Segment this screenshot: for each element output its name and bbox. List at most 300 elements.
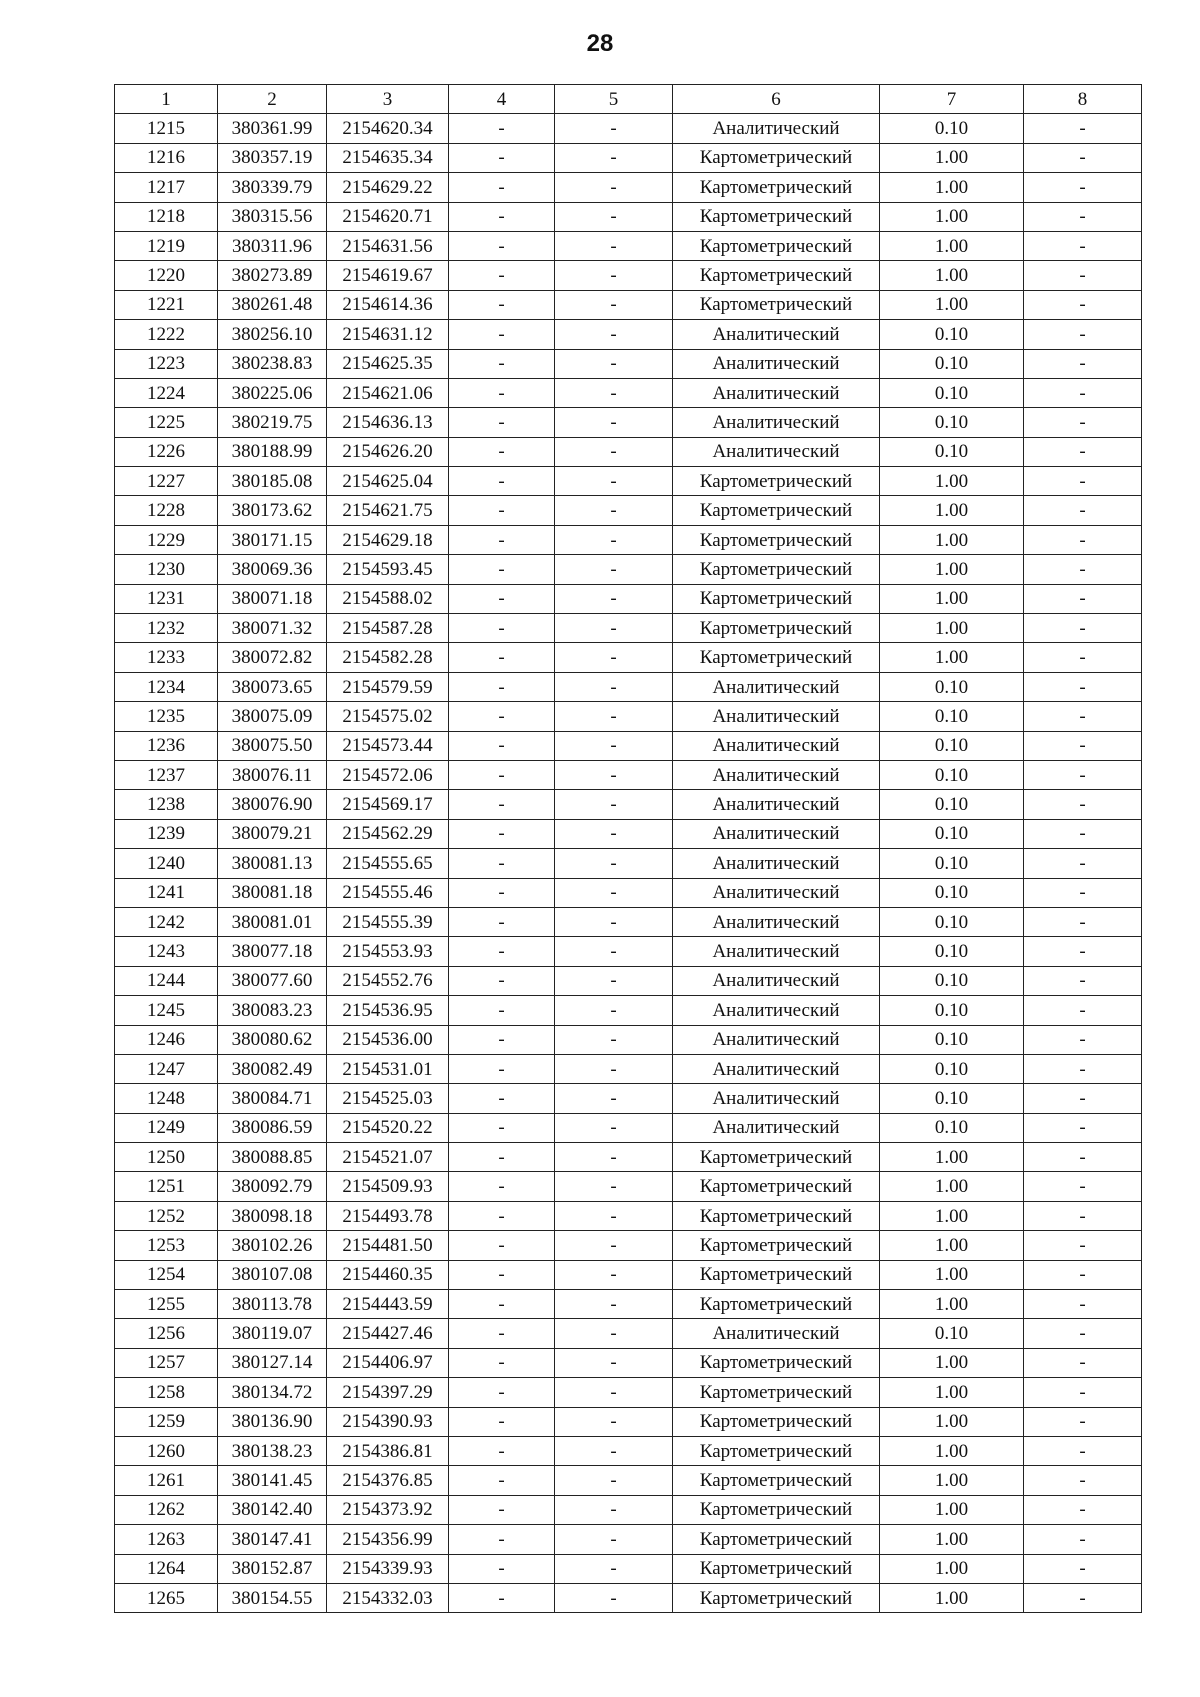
method-cell: Картометрический [673,202,880,231]
col5-cell: - [555,1466,673,1495]
col5-cell: - [555,1525,673,1554]
x-coordinate-cell: 380071.32 [218,614,327,643]
point-number-cell: 1235 [115,702,218,731]
point-number-cell: 1261 [115,1466,218,1495]
col8-cell: - [1024,790,1142,819]
x-coordinate-cell: 380083.23 [218,996,327,1025]
y-coordinate-cell: 2154629.22 [327,173,449,202]
accuracy-cell: 1.00 [880,261,1024,290]
table-row [115,1495,1142,1524]
col5-cell: - [555,1495,673,1524]
method-cell: Картометрический [673,231,880,260]
point-number-cell: 1223 [115,349,218,378]
point-number-cell: 1257 [115,1348,218,1377]
y-coordinate-cell: 2154575.02 [327,702,449,731]
point-number-cell: 1215 [115,114,218,143]
accuracy-cell: 1.00 [880,1525,1024,1554]
method-cell: Картометрический [673,1201,880,1230]
y-coordinate-cell: 2154579.59 [327,672,449,701]
table-row [115,525,1142,554]
col5-cell: - [555,1348,673,1377]
method-cell: Картометрический [673,1554,880,1583]
point-number-cell: 1252 [115,1201,218,1230]
col5-cell: - [555,1290,673,1319]
accuracy-cell: 0.10 [880,1025,1024,1054]
y-coordinate-cell: 2154555.65 [327,849,449,878]
accuracy-cell: 0.10 [880,1054,1024,1083]
y-coordinate-cell: 2154555.46 [327,878,449,907]
table-row [115,378,1142,407]
col4-cell: - [449,1084,555,1113]
accuracy-cell: 1.00 [880,525,1024,554]
col4-cell: - [449,702,555,731]
accuracy-cell: 0.10 [880,349,1024,378]
y-coordinate-cell: 2154614.36 [327,290,449,319]
table-header-row [115,85,1142,114]
table-row [115,408,1142,437]
col8-cell: - [1024,1084,1142,1113]
col8-cell: - [1024,1348,1142,1377]
col5-cell: - [555,1554,673,1583]
point-number-cell: 1244 [115,966,218,995]
x-coordinate-cell: 380075.50 [218,731,327,760]
column-header: 5 [555,85,673,114]
accuracy-cell: 1.00 [880,1466,1024,1495]
col8-cell: - [1024,819,1142,848]
accuracy-cell: 0.10 [880,1319,1024,1348]
x-coordinate-cell: 380339.79 [218,173,327,202]
table-row [115,1143,1142,1172]
point-number-cell: 1255 [115,1290,218,1319]
point-number-cell: 1221 [115,290,218,319]
method-cell: Картометрический [673,1525,880,1554]
point-number-cell: 1253 [115,1231,218,1260]
table-row [115,1290,1142,1319]
y-coordinate-cell: 2154531.01 [327,1054,449,1083]
method-cell: Аналитический [673,760,880,789]
y-coordinate-cell: 2154621.75 [327,496,449,525]
col4-cell: - [449,1319,555,1348]
accuracy-cell: 0.10 [880,849,1024,878]
x-coordinate-cell: 380071.18 [218,584,327,613]
col4-cell: - [449,1260,555,1289]
column-header: 7 [880,85,1024,114]
col4-cell: - [449,349,555,378]
col4-cell: - [449,996,555,1025]
table-row [115,1172,1142,1201]
col5-cell: - [555,1583,673,1612]
method-cell: Картометрический [673,1378,880,1407]
col4-cell: - [449,173,555,202]
point-number-cell: 1239 [115,819,218,848]
point-number-cell: 1233 [115,643,218,672]
method-cell: Картометрический [673,1466,880,1495]
accuracy-cell: 0.10 [880,907,1024,936]
x-coordinate-cell: 380113.78 [218,1290,327,1319]
table-row [115,702,1142,731]
col5-cell: - [555,467,673,496]
col4-cell: - [449,643,555,672]
col8-cell: - [1024,1025,1142,1054]
col5-cell: - [555,290,673,319]
x-coordinate-cell: 380107.08 [218,1260,327,1289]
x-coordinate-cell: 380357.19 [218,143,327,172]
table-row [115,1554,1142,1583]
accuracy-cell: 1.00 [880,1201,1024,1230]
x-coordinate-cell: 380081.13 [218,849,327,878]
col5-cell: - [555,1172,673,1201]
accuracy-cell: 1.00 [880,1554,1024,1583]
col4-cell: - [449,1583,555,1612]
accuracy-cell: 1.00 [880,643,1024,672]
method-cell: Картометрический [673,643,880,672]
x-coordinate-cell: 380080.62 [218,1025,327,1054]
col4-cell: - [449,1201,555,1230]
x-coordinate-cell: 380238.83 [218,349,327,378]
x-coordinate-cell: 380079.21 [218,819,327,848]
point-number-cell: 1249 [115,1113,218,1142]
col4-cell: - [449,907,555,936]
col8-cell: - [1024,702,1142,731]
col5-cell: - [555,937,673,966]
x-coordinate-cell: 380171.15 [218,525,327,554]
method-cell: Картометрический [673,1348,880,1377]
point-number-cell: 1238 [115,790,218,819]
y-coordinate-cell: 2154339.93 [327,1554,449,1583]
col5-cell: - [555,643,673,672]
method-cell: Аналитический [673,114,880,143]
accuracy-cell: 0.10 [880,731,1024,760]
col4-cell: - [449,1054,555,1083]
x-coordinate-cell: 380315.56 [218,202,327,231]
col8-cell: - [1024,408,1142,437]
x-coordinate-cell: 380261.48 [218,290,327,319]
accuracy-cell: 0.10 [880,408,1024,437]
method-cell: Аналитический [673,1054,880,1083]
method-cell: Картометрический [673,290,880,319]
x-coordinate-cell: 380138.23 [218,1436,327,1465]
table-row [115,1113,1142,1142]
y-coordinate-cell: 2154635.34 [327,143,449,172]
col8-cell: - [1024,1466,1142,1495]
y-coordinate-cell: 2154621.06 [327,378,449,407]
accuracy-cell: 1.00 [880,1495,1024,1524]
point-number-cell: 1246 [115,1025,218,1054]
table-row [115,1319,1142,1348]
y-coordinate-cell: 2154390.93 [327,1407,449,1436]
y-coordinate-cell: 2154629.18 [327,525,449,554]
accuracy-cell: 1.00 [880,555,1024,584]
column-header: 4 [449,85,555,114]
method-cell: Аналитический [673,966,880,995]
accuracy-cell: 1.00 [880,1378,1024,1407]
accuracy-cell: 1.00 [880,1231,1024,1260]
method-cell: Картометрический [673,173,880,202]
table-row [115,290,1142,319]
point-number-cell: 1216 [115,143,218,172]
x-coordinate-cell: 380082.49 [218,1054,327,1083]
accuracy-cell: 0.10 [880,1113,1024,1142]
y-coordinate-cell: 2154625.35 [327,349,449,378]
x-coordinate-cell: 380073.65 [218,672,327,701]
col8-cell: - [1024,907,1142,936]
method-cell: Картометрический [673,1172,880,1201]
method-cell: Аналитический [673,731,880,760]
col5-cell: - [555,878,673,907]
col4-cell: - [449,261,555,290]
table-row [115,672,1142,701]
method-cell: Аналитический [673,790,880,819]
col4-cell: - [449,1172,555,1201]
accuracy-cell: 1.00 [880,1172,1024,1201]
point-number-cell: 1237 [115,760,218,789]
accuracy-cell: 1.00 [880,467,1024,496]
col5-cell: - [555,173,673,202]
method-cell: Аналитический [673,819,880,848]
col8-cell: - [1024,1290,1142,1319]
col5-cell: - [555,966,673,995]
col5-cell: - [555,907,673,936]
method-cell: Картометрический [673,1436,880,1465]
col4-cell: - [449,290,555,319]
table-row [115,1466,1142,1495]
accuracy-cell: 1.00 [880,290,1024,319]
y-coordinate-cell: 2154620.34 [327,114,449,143]
x-coordinate-cell: 380075.09 [218,702,327,731]
table-row [115,790,1142,819]
col8-cell: - [1024,614,1142,643]
col8-cell: - [1024,1525,1142,1554]
accuracy-cell: 1.00 [880,1436,1024,1465]
y-coordinate-cell: 2154593.45 [327,555,449,584]
col5-cell: - [555,1113,673,1142]
col8-cell: - [1024,1495,1142,1524]
y-coordinate-cell: 2154625.04 [327,467,449,496]
col8-cell: - [1024,1113,1142,1142]
method-cell: Аналитический [673,320,880,349]
x-coordinate-cell: 380081.18 [218,878,327,907]
x-coordinate-cell: 380119.07 [218,1319,327,1348]
col5-cell: - [555,1436,673,1465]
col8-cell: - [1024,378,1142,407]
col5-cell: - [555,849,673,878]
y-coordinate-cell: 2154509.93 [327,1172,449,1201]
col4-cell: - [449,1143,555,1172]
method-cell: Картометрический [673,555,880,584]
col4-cell: - [449,231,555,260]
col8-cell: - [1024,672,1142,701]
method-cell: Аналитический [673,1319,880,1348]
point-number-cell: 1247 [115,1054,218,1083]
x-coordinate-cell: 380088.85 [218,1143,327,1172]
accuracy-cell: 1.00 [880,231,1024,260]
x-coordinate-cell: 380154.55 [218,1583,327,1612]
y-coordinate-cell: 2154555.39 [327,907,449,936]
x-coordinate-cell: 380134.72 [218,1378,327,1407]
method-cell: Аналитический [673,1084,880,1113]
col8-cell: - [1024,202,1142,231]
point-number-cell: 1243 [115,937,218,966]
col8-cell: - [1024,1231,1142,1260]
y-coordinate-cell: 2154536.00 [327,1025,449,1054]
col5-cell: - [555,437,673,466]
table-row [115,1407,1142,1436]
accuracy-cell: 1.00 [880,1260,1024,1289]
col5-cell: - [555,584,673,613]
point-number-cell: 1264 [115,1554,218,1583]
table-row [115,173,1142,202]
y-coordinate-cell: 2154481.50 [327,1231,449,1260]
y-coordinate-cell: 2154553.93 [327,937,449,966]
col8-cell: - [1024,643,1142,672]
accuracy-cell: 1.00 [880,1407,1024,1436]
col8-cell: - [1024,1143,1142,1172]
table-row [115,1436,1142,1465]
method-cell: Аналитический [673,408,880,437]
y-coordinate-cell: 2154443.59 [327,1290,449,1319]
accuracy-cell: 1.00 [880,496,1024,525]
col5-cell: - [555,231,673,260]
table-row [115,231,1142,260]
point-number-cell: 1250 [115,1143,218,1172]
table-row [115,966,1142,995]
y-coordinate-cell: 2154521.07 [327,1143,449,1172]
x-coordinate-cell: 380102.26 [218,1231,327,1260]
x-coordinate-cell: 380127.14 [218,1348,327,1377]
col4-cell: - [449,1495,555,1524]
col4-cell: - [449,1290,555,1319]
col4-cell: - [449,819,555,848]
x-coordinate-cell: 380188.99 [218,437,327,466]
col4-cell: - [449,525,555,554]
accuracy-cell: 1.00 [880,1583,1024,1612]
y-coordinate-cell: 2154573.44 [327,731,449,760]
col4-cell: - [449,1378,555,1407]
point-number-cell: 1234 [115,672,218,701]
col4-cell: - [449,202,555,231]
point-number-cell: 1258 [115,1378,218,1407]
accuracy-cell: 1.00 [880,1348,1024,1377]
col8-cell: - [1024,937,1142,966]
y-coordinate-cell: 2154588.02 [327,584,449,613]
table-row [115,643,1142,672]
point-number-cell: 1218 [115,202,218,231]
col8-cell: - [1024,437,1142,466]
point-number-cell: 1220 [115,261,218,290]
table-row [115,819,1142,848]
accuracy-cell: 1.00 [880,173,1024,202]
col5-cell: - [555,1407,673,1436]
method-cell: Аналитический [673,349,880,378]
col5-cell: - [555,496,673,525]
table-row [115,996,1142,1025]
col5-cell: - [555,1143,673,1172]
accuracy-cell: 0.10 [880,378,1024,407]
col8-cell: - [1024,1378,1142,1407]
table-body [115,114,1142,1613]
col4-cell: - [449,378,555,407]
point-number-cell: 1217 [115,173,218,202]
col4-cell: - [449,437,555,466]
col4-cell: - [449,878,555,907]
point-number-cell: 1228 [115,496,218,525]
col8-cell: - [1024,849,1142,878]
col5-cell: - [555,525,673,554]
method-cell: Картометрический [673,261,880,290]
point-number-cell: 1240 [115,849,218,878]
method-cell: Картометрический [673,584,880,613]
point-number-cell: 1248 [115,1084,218,1113]
y-coordinate-cell: 2154460.35 [327,1260,449,1289]
point-number-cell: 1256 [115,1319,218,1348]
y-coordinate-cell: 2154572.06 [327,760,449,789]
col8-cell: - [1024,173,1142,202]
point-number-cell: 1229 [115,525,218,554]
table-row [115,1025,1142,1054]
col5-cell: - [555,1025,673,1054]
col4-cell: - [449,966,555,995]
col8-cell: - [1024,1436,1142,1465]
y-coordinate-cell: 2154631.12 [327,320,449,349]
table-row [115,202,1142,231]
col8-cell: - [1024,261,1142,290]
col5-cell: - [555,1201,673,1230]
table-row [115,1084,1142,1113]
point-number-cell: 1241 [115,878,218,907]
table-row [115,937,1142,966]
page-number: 28 [586,30,614,57]
y-coordinate-cell: 2154569.17 [327,790,449,819]
accuracy-cell: 0.10 [880,114,1024,143]
col4-cell: - [449,467,555,496]
col4-cell: - [449,760,555,789]
point-number-cell: 1226 [115,437,218,466]
x-coordinate-cell: 380225.06 [218,378,327,407]
col4-cell: - [449,555,555,584]
table-row [115,878,1142,907]
method-cell: Картометрический [673,467,880,496]
table-row [115,143,1142,172]
x-coordinate-cell: 380069.36 [218,555,327,584]
method-cell: Картометрический [673,1290,880,1319]
table-row [115,1231,1142,1260]
col5-cell: - [555,1378,673,1407]
point-number-cell: 1242 [115,907,218,936]
col5-cell: - [555,1054,673,1083]
method-cell: Аналитический [673,878,880,907]
x-coordinate-cell: 380072.82 [218,643,327,672]
table-row [115,261,1142,290]
method-cell: Аналитический [673,849,880,878]
col8-cell: - [1024,496,1142,525]
col5-cell: - [555,731,673,760]
col8-cell: - [1024,1407,1142,1436]
col5-cell: - [555,378,673,407]
col8-cell: - [1024,996,1142,1025]
accuracy-cell: 0.10 [880,966,1024,995]
table-row [115,849,1142,878]
accuracy-cell: 0.10 [880,437,1024,466]
col4-cell: - [449,1554,555,1583]
column-header: 3 [327,85,449,114]
col8-cell: - [1024,1319,1142,1348]
col4-cell: - [449,937,555,966]
col4-cell: - [449,1231,555,1260]
col8-cell: - [1024,1054,1142,1083]
col8-cell: - [1024,349,1142,378]
x-coordinate-cell: 380077.18 [218,937,327,966]
method-cell: Аналитический [673,378,880,407]
